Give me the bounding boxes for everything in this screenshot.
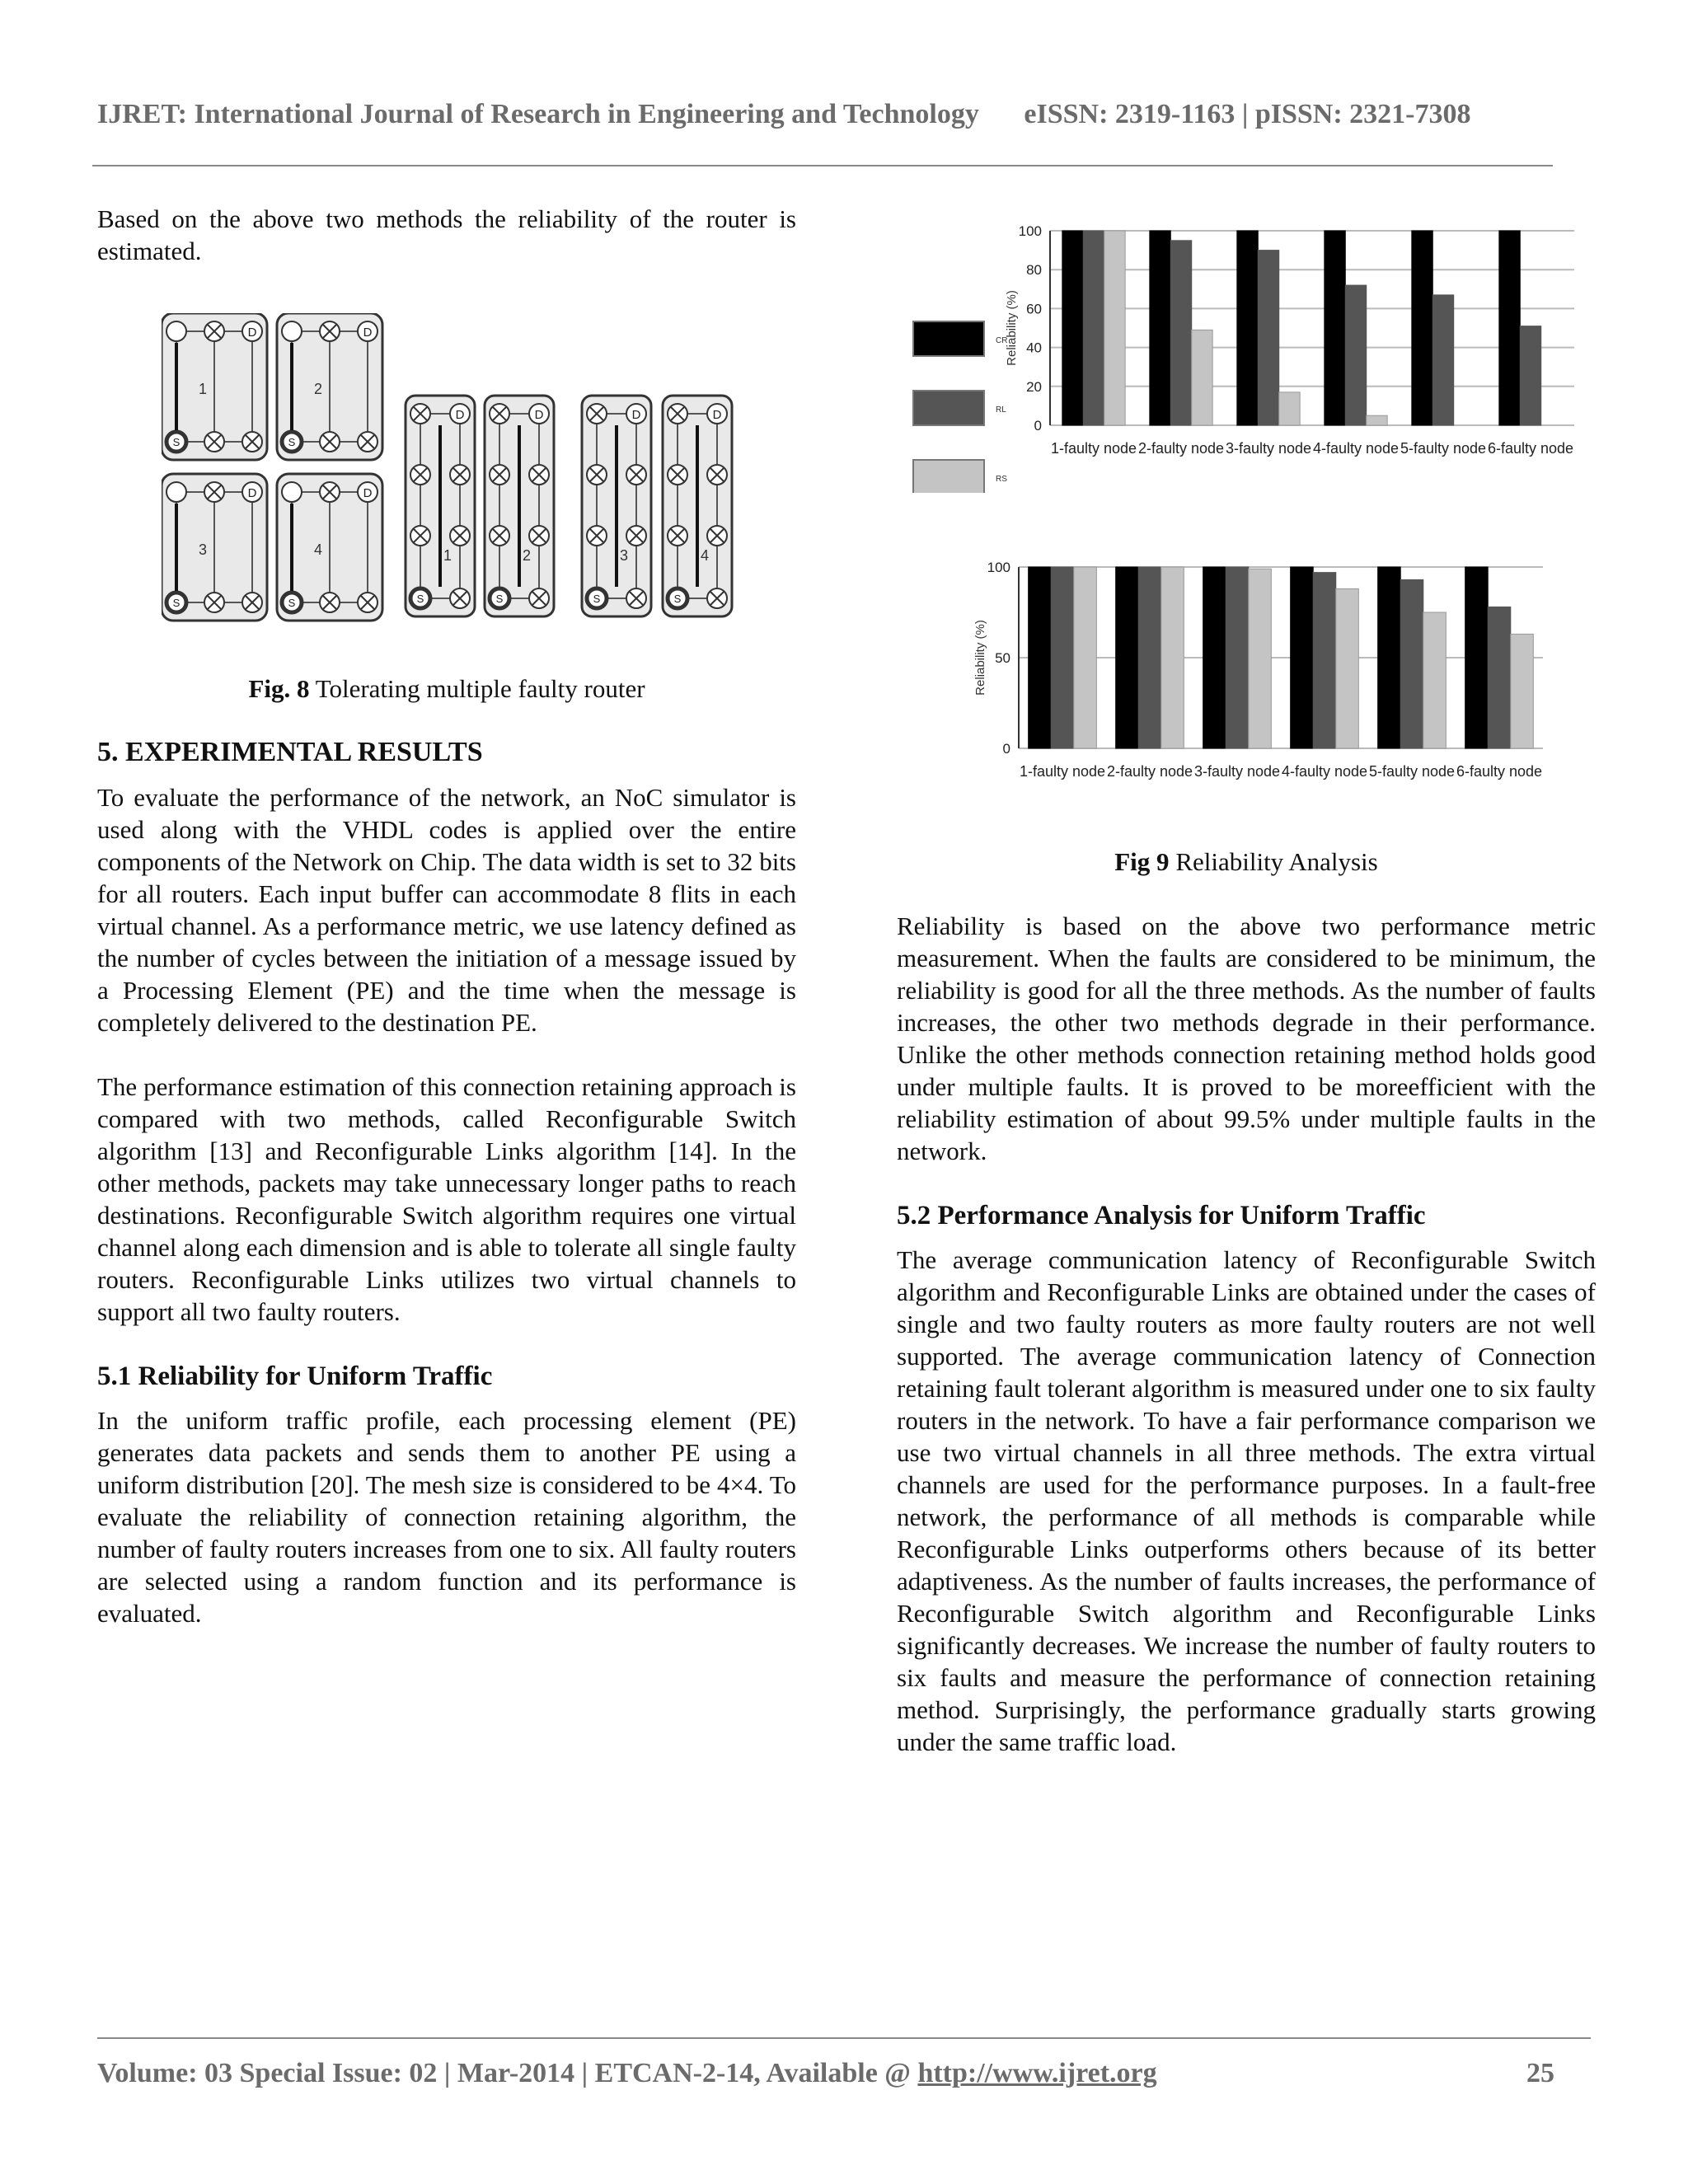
y-tick-label: 0 — [1034, 418, 1042, 434]
node — [166, 321, 186, 341]
bar-cr — [1150, 231, 1170, 425]
panel-number: 2 — [314, 381, 323, 397]
node-label: S — [288, 436, 296, 448]
fig8-panel-1 — [162, 313, 267, 460]
bar-cr — [1062, 231, 1083, 425]
y-axis-label: Reliability (%) — [973, 620, 987, 696]
left-column — [97, 735, 796, 1661]
legend-swatch-cr — [913, 321, 984, 356]
fig8-caption-text: Tolerating multiple faulty router — [309, 674, 645, 703]
section-5-2-paragraph: The average communication latency of Reconfigurable Switch algorithm and Reconfigurable Links are obtained under the cases of single and two faulty routers as more faulty routers are not well supported. The average communication latency of Connection retaining fault tolerant algorithm is measured under one to six faulty routers in the network. To have a fair performance comparison we use two virtual channels in all three methods. The extra virtual channels are used for the performance purposes. In a fault-free network, the performance of all methods is comparable while Reconfigurable Links outperforms others because of its better adaptiveness. As the number of faults increases, the performance of Reconfigurable Switch algorithm and Reconfigurable Links significantly decreases. We increase the number of faulty routers to six faults and measure the performance of connection retaining method. Surprisingly, the performance gradually starts growing under the same traffic load. — [897, 1245, 1596, 1756]
bar-rs — [1279, 392, 1300, 425]
bar-cr — [1378, 567, 1401, 748]
x-tick-label: 2-faulty node — [1137, 440, 1225, 457]
bar-cr — [1237, 231, 1258, 425]
reliability-chart-1 — [903, 213, 1596, 493]
x-tick-label: 6-faulty node — [1487, 440, 1574, 457]
bar-rl — [1138, 567, 1161, 748]
node — [282, 482, 302, 502]
fig9-caption — [897, 847, 1596, 877]
node-label: D — [247, 326, 257, 340]
fig9-label: Fig 9 — [1114, 847, 1170, 876]
header-rule — [92, 165, 1553, 166]
bar-rl — [1488, 607, 1511, 748]
legend-label-rl: RL — [996, 405, 1006, 415]
legend-label-rs: RS — [996, 475, 1007, 484]
section-5-title: 5. EXPERIMENTAL RESULTS — [97, 737, 483, 767]
node-label: S — [416, 593, 424, 605]
section-5-2-title: 5.2 Performance Analysis for Uniform Traffic — [897, 1201, 1426, 1230]
fig8-tall-panel-1 — [406, 396, 475, 616]
section-5-paragraph-1: To evaluate the performance of the network, an NoC simulator is used along with the VHDL codes is applied over the entire components of the Network on Chip. The data width is set to 32 bits for all routers. Each input buffer can accommodate 8 flits in each virtual channel. As a performance metric, we use latency defined as the number of cycles between the initiation of a message issued by a Processing Element (PE) and the time when the message is completely delivered to the destination PE. — [97, 783, 796, 1037]
x-tick-label: 4-faulty node — [1312, 440, 1400, 457]
node-label: D — [631, 408, 641, 422]
node-label: S — [593, 593, 601, 605]
bar-rl — [1051, 567, 1074, 748]
section-5-1-paragraph: In the uniform traffic profile, each processing element (PE) generates data packets and sends them to another PE using a uniform distribution [20]. The mesh size is considered to be 4×4. To evaluate the reliability of connection retaining algorithm, the number of faulty routers increases from one to six. All faulty routers are selected using a random function and its performance is evaluated. — [97, 1406, 796, 1628]
footer-rule — [97, 2037, 1591, 2039]
node-label: D — [455, 408, 465, 422]
section-5-1-title: 5.1 Reliability for Uniform Traffic — [97, 1361, 493, 1391]
bar-rs — [1367, 415, 1387, 425]
node — [282, 321, 302, 341]
fig8-diagram — [162, 313, 738, 635]
node-label: D — [712, 408, 722, 422]
bar-cr — [1116, 567, 1139, 748]
legend-swatch-rl — [913, 391, 984, 425]
x-tick-label: 6-faulty node — [1456, 763, 1543, 780]
fig8-panel-4 — [277, 474, 382, 621]
x-tick-label: 1-faulty node — [1050, 440, 1137, 457]
y-tick-label: 20 — [1026, 378, 1042, 395]
node-label: D — [534, 408, 544, 422]
bar-rl — [1083, 231, 1104, 425]
node-label: S — [495, 593, 504, 605]
bar-rl — [1226, 567, 1249, 748]
panel-number: 4 — [701, 547, 710, 564]
running-header — [97, 99, 1548, 130]
y-tick-label: 80 — [1026, 262, 1042, 279]
node-label: D — [247, 486, 257, 500]
fig8-label: Fig. 8 — [248, 674, 310, 703]
node — [166, 482, 186, 502]
bar-rs — [1336, 588, 1359, 748]
journal-link[interactable]: http://www.ijret.org — [917, 2058, 1157, 2088]
panel-number: 3 — [199, 541, 208, 558]
bar-rs — [1074, 567, 1097, 748]
footer-text: Volume: 03 Special Issue: 02 | Mar-2014 | ETCAN-2-14, Available @ — [97, 2058, 918, 2088]
intro-text: Based on the above two methods the reliability of the router is estimated. — [97, 204, 796, 265]
journal-issn: eISSN: 2319-1163 | pISSN: 2321-7308 — [1024, 99, 1471, 129]
legend-swatch-rs — [913, 460, 984, 493]
y-tick-label: 50 — [995, 650, 1010, 666]
page-number: 25 — [1526, 2058, 1554, 2088]
panel-number: 2 — [523, 547, 532, 564]
y-axis-label: Reliability (%) — [1005, 290, 1019, 366]
y-tick-label: 100 — [1018, 223, 1042, 239]
y-tick-label: 40 — [1026, 340, 1042, 356]
bar-rs — [1511, 634, 1534, 748]
bar-rl — [1432, 295, 1453, 425]
bar-rl — [1313, 573, 1336, 748]
fig8-panel-2 — [277, 313, 382, 460]
x-tick-label: 3-faulty node — [1193, 763, 1281, 780]
fig8-caption — [97, 674, 796, 704]
bar-cr — [1465, 567, 1489, 748]
bar-cr — [1203, 567, 1226, 748]
x-tick-label: 3-faulty node — [1225, 440, 1312, 457]
bar-rl — [1345, 285, 1366, 425]
reliability-chart-2 — [956, 551, 1566, 814]
bar-rs — [1423, 612, 1447, 748]
bar-rl — [1520, 326, 1540, 425]
bar-rs — [1249, 569, 1272, 748]
node-label: S — [673, 593, 682, 605]
panel-number: 3 — [620, 547, 629, 564]
x-tick-label: 5-faulty node — [1368, 763, 1456, 780]
fig8-tall-panel-3 — [582, 396, 651, 616]
y-tick-label: 60 — [1026, 301, 1042, 317]
reliability-paragraph: Reliability is based on the above two performance metric measurement. When the faults are considered to be minimum, the reliability is good for all the three methods. As the number of faults increases, the other two methods degrade in their performance. Unlike the other methods connection retaining method holds good under multiple faults. It is proved to be moreefficient with the reliability estimation of about 99.5% under multiple faults in the network. — [897, 912, 1596, 1165]
fig8-tall-panel-2 — [485, 396, 554, 616]
section-5-paragraph-2: The performance estimation of this connection retaining approach is compared with two methods, called Reconfigurable Switch algorithm [13] and Reconfigurable Links algorithm [14]. In the other methods, packets may take unnecessary longer paths to reach destinations. Reconfigurable Switch algorithm requires one virtual channel along each dimension and is able to tolerate all single faulty routers. Reconfigurable Links utilizes two virtual channels to support all two faulty routers. — [97, 1072, 796, 1326]
y-tick-label: 100 — [987, 560, 1010, 575]
journal-title: IJRET: International Journal of Research in Engineering and Technology — [97, 99, 979, 129]
intro-paragraph — [97, 203, 796, 299]
y-tick-label: 0 — [1002, 741, 1010, 757]
bar-cr — [1029, 567, 1052, 748]
panel-number: 1 — [443, 547, 452, 564]
panel-number: 1 — [199, 381, 208, 397]
panel-number: 4 — [314, 541, 323, 558]
x-tick-label: 2-faulty node — [1106, 763, 1193, 780]
bar-cr — [1499, 231, 1520, 425]
right-column — [897, 910, 1596, 1790]
node-label: S — [288, 597, 296, 609]
bar-rs — [1192, 330, 1212, 425]
x-tick-label: 5-faulty node — [1400, 440, 1487, 457]
node-label: D — [363, 326, 373, 340]
node-label: D — [363, 486, 373, 500]
bar-cr — [1325, 231, 1345, 425]
bar-rs — [1161, 567, 1184, 748]
bar-rs — [1104, 231, 1125, 425]
bar-cr — [1291, 567, 1314, 748]
bar-cr — [1412, 231, 1432, 425]
node-label: S — [172, 436, 181, 448]
bar-rl — [1258, 251, 1278, 425]
x-tick-label: 4-faulty node — [1281, 763, 1368, 780]
node-label: S — [172, 597, 181, 609]
running-footer — [97, 2058, 1548, 2089]
fig8-panel-3 — [162, 474, 267, 621]
fig8-tall-panel-4 — [663, 396, 732, 616]
bar-rl — [1400, 579, 1423, 748]
legend-label-cr: CR — [996, 336, 1008, 345]
bar-rl — [1170, 241, 1191, 425]
fig9-caption-text: Reliability Analysis — [1169, 847, 1378, 876]
x-tick-label: 1-faulty node — [1019, 763, 1106, 780]
